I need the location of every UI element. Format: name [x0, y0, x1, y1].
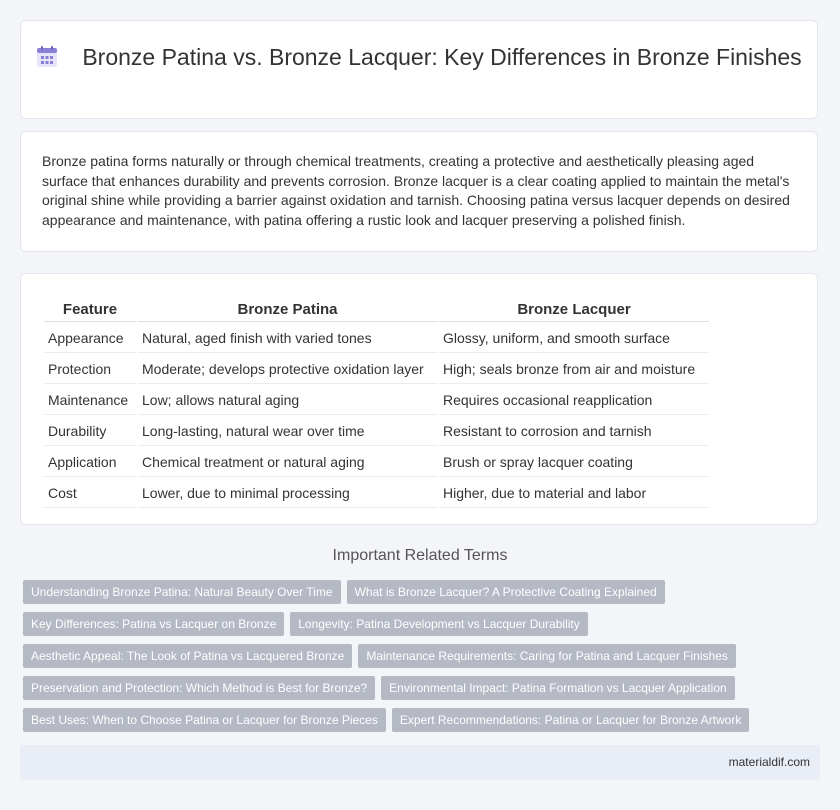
related-term-link[interactable]: Preservation and Protection: Which Method is Best for Bronze?	[23, 676, 375, 700]
table-row	[44, 386, 709, 415]
table-row	[44, 355, 709, 384]
table-row	[44, 448, 709, 477]
table-row	[44, 479, 709, 508]
lacquer-cell: Glossy, uniform, and smooth surface	[439, 324, 709, 353]
page-title-wrap	[21, 43, 817, 72]
related-terms-title: Important Related Terms	[332, 547, 508, 564]
lacquer-cell: Higher, due to material and labor	[439, 479, 709, 508]
header-bronze-patina: Bronze Patina	[138, 297, 437, 322]
header-card	[20, 20, 818, 119]
feature-cell: Application	[44, 448, 136, 477]
related-term-link[interactable]: Environmental Impact: Patina Formation vs Lacquer Application	[381, 676, 735, 700]
intro-paragraph: Bronze patina forms naturally or through chemical treatments, creating a protective and aesthetically pleasing aged surface that enhances durability and prevents corrosion. Bronze lacquer is a clear coating applied to maintain the metal's original shine while providing a barrier against oxidation and tarnish. Choosing patina versus lacquer depends on desired appearance and maintenance, with patina offering a rustic look and lacquer preserving a polished finish.	[42, 153, 790, 228]
table-header-row	[44, 297, 709, 322]
related-term-link[interactable]: What is Bronze Lacquer? A Protective Coating Explained	[347, 580, 665, 604]
patina-cell: Long-lasting, natural wear over time	[138, 417, 437, 446]
related-term-link[interactable]: Understanding Bronze Patina: Natural Beauty Over Time	[23, 580, 341, 604]
feature-cell: Protection	[44, 355, 136, 384]
related-term-link[interactable]: Longevity: Patina Development vs Lacquer Durability	[290, 612, 587, 636]
patina-cell: Lower, due to minimal processing	[138, 479, 437, 508]
related-term-link[interactable]: Maintenance Requirements: Caring for Patina and Lacquer Finishes	[358, 644, 736, 668]
related-terms-list	[23, 580, 823, 740]
patina-cell: Moderate; develops protective oxidation layer	[138, 355, 437, 384]
footer	[20, 745, 820, 780]
header-bronze-lacquer: Bronze Lacquer	[439, 297, 709, 322]
related-term-link[interactable]: Key Differences: Patina vs Lacquer on Bronze	[23, 612, 284, 636]
intro-card	[20, 131, 818, 252]
lacquer-cell: Requires occasional reapplication	[439, 386, 709, 415]
feature-cell: Durability	[44, 417, 136, 446]
patina-cell: Chemical treatment or natural aging	[138, 448, 437, 477]
table-row	[44, 324, 709, 353]
patina-cell: Low; allows natural aging	[138, 386, 437, 415]
table-row	[44, 417, 709, 446]
feature-cell: Cost	[44, 479, 136, 508]
page-title: Bronze Patina vs. Bronze Lacquer: Key Differences in Bronze Finishes	[82, 44, 802, 70]
related-term-link[interactable]: Expert Recommendations: Patina or Lacquer for Bronze Artwork	[392, 708, 750, 732]
related-term-link[interactable]: Aesthetic Appeal: The Look of Patina vs Lacquered Bronze	[23, 644, 352, 668]
feature-cell: Appearance	[44, 324, 136, 353]
related-term-link[interactable]: Best Uses: When to Choose Patina or Lacquer for Bronze Pieces	[23, 708, 386, 732]
comparison-table	[42, 295, 711, 510]
footer-site-link[interactable]: materialdif.com	[728, 755, 810, 769]
lacquer-cell: Brush or spray lacquer coating	[439, 448, 709, 477]
header-feature: Feature	[44, 297, 136, 322]
patina-cell: Natural, aged finish with varied tones	[138, 324, 437, 353]
comparison-card	[20, 273, 818, 525]
lacquer-cell: High; seals bronze from air and moisture	[439, 355, 709, 384]
lacquer-cell: Resistant to corrosion and tarnish	[439, 417, 709, 446]
feature-cell: Maintenance	[44, 386, 136, 415]
calendar-icon	[36, 46, 58, 68]
